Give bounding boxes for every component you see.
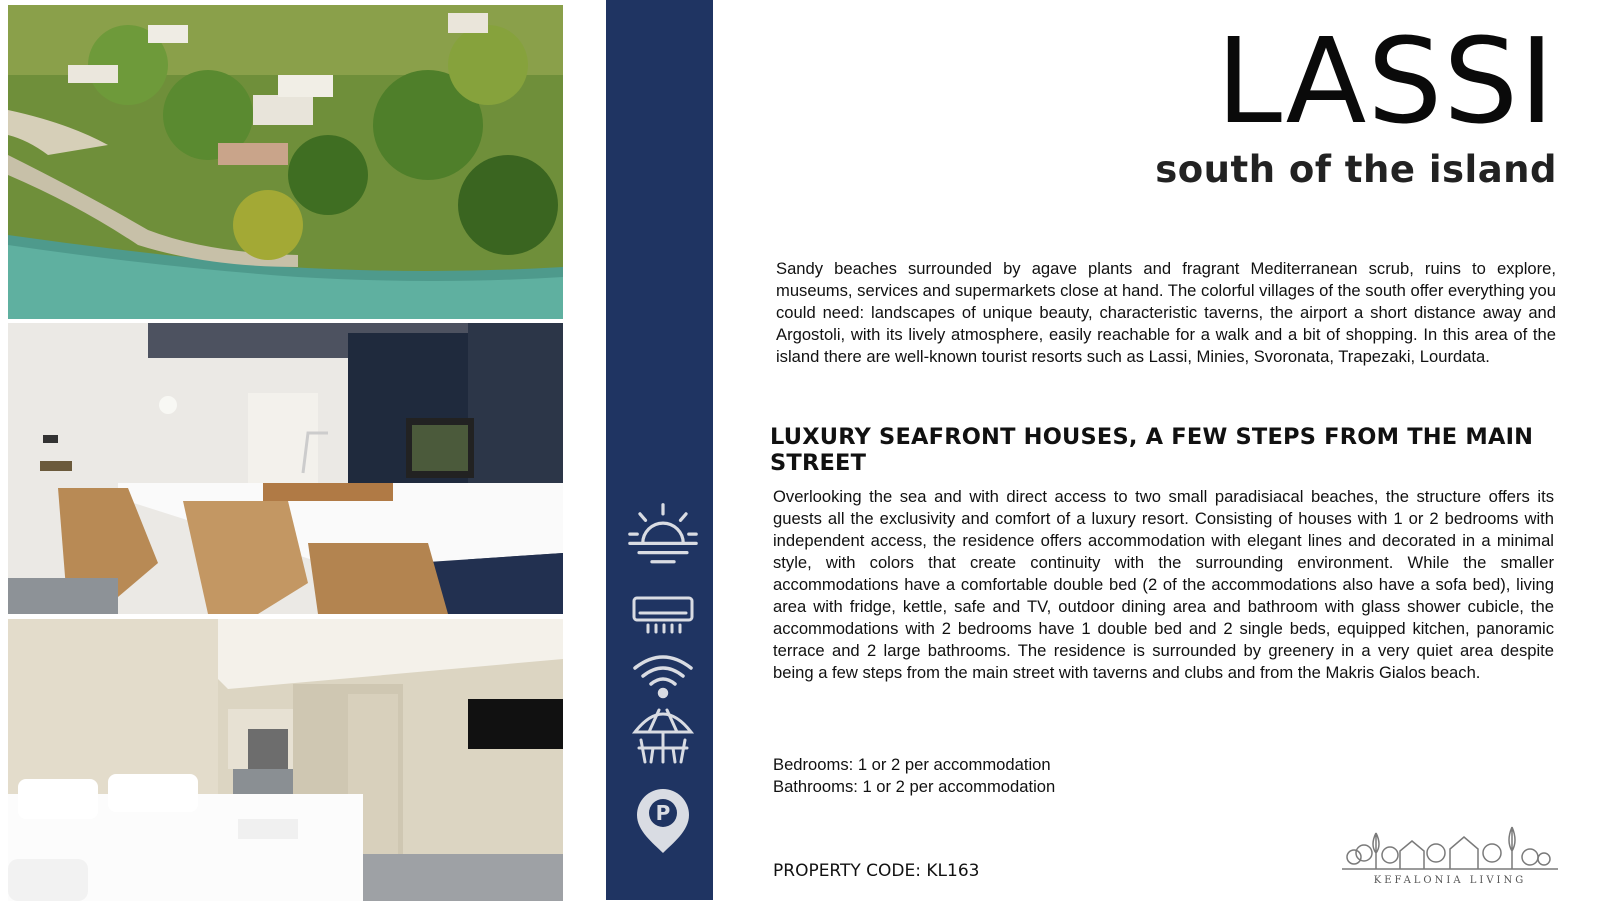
parking-letter: P — [655, 801, 671, 825]
kefalonia-living-logo — [1340, 823, 1560, 885]
bedrooms-info: Bedrooms: 1 or 2 per accommodation — [773, 755, 1051, 774]
sunrise-icon — [628, 500, 698, 572]
bedroom-photo — [8, 619, 563, 901]
kitchen-photo — [8, 323, 563, 614]
beach-umbrella-icon — [628, 706, 698, 766]
logo-text: KEFALONIA LIVING — [1373, 875, 1527, 886]
air-conditioner-icon — [628, 596, 698, 636]
parking-icon — [628, 787, 698, 855]
page-title: LASSI — [1216, 12, 1555, 150]
bathrooms-info: Bathrooms: 1 or 2 per accommodation — [773, 777, 1056, 796]
page-subtitle: south of the island — [1155, 148, 1557, 191]
section-heading: LUXURY SEAFRONT HOUSES, A FEW STEPS FROM THE MAIN STREET — [770, 424, 1534, 476]
property-code: PROPERTY CODE: KL163 — [773, 861, 980, 881]
amenities-band — [606, 0, 713, 900]
intro-paragraph: Sandy beaches surrounded by agave plants and fragrant Mediterranean scrub, ruins to explore, museums, services and supermarkets close at hand. The colorful villages of the south offer everything you could need: landscapes of unique beauty, characteristic taverns, the airport a short distance away and Argostoli, with its lively atmosphere, easily reachable for a walk and a bit of shopping. In this area of the island there are well-known tourist resorts such as Lassi, Minies, Svoronata, Trapezaki, Lourdata. — [776, 259, 1556, 366]
aerial-coast-photo — [8, 5, 563, 319]
wifi-icon — [628, 652, 698, 700]
logo-graphic — [1340, 823, 1560, 873]
description-paragraph: Overlooking the sea and with direct access to two small paradisiacal beaches, the structure offers its guests all the exclusivity and comfort of a luxury resort. Consisting of houses with 1 or 2 bedrooms with independent access, the residence offers accommodation with elegant lines and decorated in a minimal style, with colors that create continuity with the surrounding environment. While the smaller accommodations have a comfortable double bed (2 of the accommodations also have a sofa bed), living area with fridge, kettle, safe and TV, outdoor dining area and bathroom with glass shower cubicle, the accommodations with 2 bedrooms have 1 double bed and 2 single beds, equipped kitchen, panoramic terrace and 2 large bathrooms. The residence is surrounded by greenery in a very quiet area despite being a few steps from the main street with taverns and clubs and from the Makris Gialos beach. — [773, 487, 1554, 682]
